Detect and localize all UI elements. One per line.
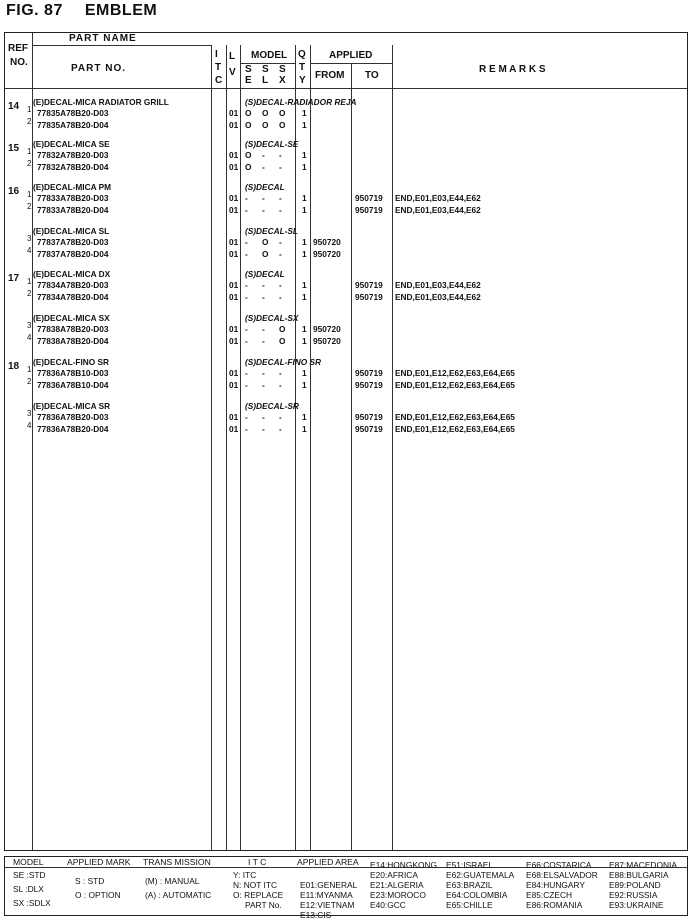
legend-mark-title: APPLIED MARK — [67, 857, 131, 867]
part-number: 77836A78B20-D04 — [37, 424, 109, 434]
part-number: 77833A78B20-D04 — [37, 205, 109, 215]
itc-header-i: I — [215, 49, 218, 60]
qty-value: 1 — [302, 424, 307, 434]
model-col-3b: X — [279, 75, 286, 86]
applied-to: 950719 — [355, 280, 383, 290]
lv-value: 01 — [229, 280, 239, 290]
area-code: E20:AFRICA — [370, 870, 418, 880]
lv-value: 01 — [229, 424, 239, 434]
ref-number: 15 — [8, 143, 20, 154]
applied-to: 950719 — [355, 205, 383, 215]
area-code: E87:MACEDONIA — [609, 860, 677, 870]
part-number: 77833A78B20-D03 — [37, 193, 109, 203]
legend-model-sx: SX :SDLX — [13, 898, 51, 908]
model-mark: - — [262, 336, 265, 346]
qty-header-y: Y — [299, 75, 306, 86]
model-mark: O — [245, 120, 252, 130]
qty-header-q: Q — [298, 49, 306, 60]
area-code: E14:HONGKONG — [370, 860, 438, 870]
sub-number: 2 — [27, 377, 32, 386]
applied-to: 950719 — [355, 292, 383, 302]
itc-header-t: T — [215, 62, 222, 73]
qty-value: 1 — [302, 380, 307, 390]
spanish-name: (S)DECAL — [245, 182, 285, 192]
parts-table — [4, 32, 688, 851]
ref-number: 14 — [8, 101, 20, 112]
sub-number: 1 — [27, 105, 32, 114]
area-code: E13:CIS — [300, 910, 332, 920]
qty-value: 1 — [302, 193, 307, 203]
sub-number: 2 — [27, 159, 32, 168]
remarks-value: END,E01,E03,E44,E62 — [395, 205, 481, 215]
model-col-1: S — [245, 64, 252, 75]
spanish-name: (S)DECAL-SL — [245, 226, 299, 236]
lv-value: 01 — [229, 324, 239, 334]
area-code: E23:MOROCO — [370, 890, 426, 900]
spanish-name: (S)DECAL-RADIADOR REJA — [245, 97, 357, 107]
area-code: E66:COSTARICA — [526, 860, 592, 870]
model-mark: O — [279, 336, 286, 346]
qty-value: 1 — [302, 412, 307, 422]
model-mark: - — [245, 237, 248, 247]
part-number: 77834A78B20-D03 — [37, 280, 109, 290]
applied-from: 950720 — [313, 249, 341, 259]
model-mark: - — [279, 380, 282, 390]
qty-value: 1 — [302, 292, 307, 302]
model-mark: - — [245, 424, 248, 434]
sub-number: 2 — [27, 289, 32, 298]
model-mark: - — [245, 412, 248, 422]
area-code: E86:ROMANIA — [526, 900, 583, 910]
part-number: 77837A78B20-D04 — [37, 249, 109, 259]
remarks-value: END,E01,E03,E44,E62 — [395, 292, 481, 302]
model-mark: - — [262, 424, 265, 434]
model-mark: - — [279, 249, 282, 259]
sub-number: 2 — [27, 202, 32, 211]
model-mark: - — [279, 150, 282, 160]
model-mark: - — [245, 205, 248, 215]
sub-number: 1 — [27, 277, 32, 286]
area-code: E85:CZECH — [526, 890, 573, 900]
area-code: E68:ELSALVADOR — [526, 870, 598, 880]
remarks-value: END,E01,E03,E44,E62 — [395, 280, 481, 290]
area-code: E63:BRAZIL — [446, 880, 493, 890]
model-mark: - — [279, 205, 282, 215]
remarks-header: R E M A R K S — [479, 64, 546, 75]
model-mark: - — [279, 280, 282, 290]
model-col-2: S — [262, 64, 269, 75]
part-no-header: PART NO. — [71, 63, 127, 74]
legend-model-title: MODEL — [13, 857, 44, 867]
area-code: E89:POLAND — [609, 880, 661, 890]
itc-header-c: C — [215, 75, 223, 86]
applied-to: 950719 — [355, 380, 383, 390]
model-mark: O — [279, 108, 286, 118]
model-mark: - — [279, 412, 282, 422]
model-mark: - — [262, 193, 265, 203]
area-code: E01:GENERAL — [300, 880, 358, 890]
ref-number: 17 — [8, 273, 20, 284]
model-mark: O — [245, 108, 252, 118]
legend-mark-option: O : OPTION — [75, 890, 121, 900]
area-code: E62:GUATEMALA — [446, 870, 515, 880]
lv-header-l: L — [229, 51, 236, 62]
lv-value: 01 — [229, 249, 239, 259]
to-header: TO — [365, 70, 379, 81]
model-mark: - — [279, 424, 282, 434]
model-mark: - — [262, 368, 265, 378]
lv-value: 01 — [229, 237, 239, 247]
model-mark: - — [245, 368, 248, 378]
area-code: E11:MYANMA — [300, 890, 353, 900]
area-code: E65:CHILLE — [446, 900, 493, 910]
part-number: 77835A78B20-D04 — [37, 120, 109, 130]
model-mark: - — [245, 249, 248, 259]
lv-value: 01 — [229, 162, 239, 172]
qty-value: 1 — [302, 324, 307, 334]
lv-value: 01 — [229, 380, 239, 390]
model-mark: - — [262, 412, 265, 422]
area-code: E21:ALGERIA — [370, 880, 424, 890]
legend-trans-auto: (A) : AUTOMATIC — [145, 890, 212, 900]
sub-number: 1 — [27, 190, 32, 199]
sub-number: 3 — [27, 409, 32, 418]
part-name: (E)DECAL-MICA SR — [33, 401, 111, 411]
legend — [4, 856, 688, 920]
spanish-name: (S)DECAL-SE — [245, 139, 299, 149]
part-number: 77832A78B20-D03 — [37, 150, 109, 160]
part-number: 77832A78B20-D04 — [37, 162, 109, 172]
model-mark: - — [262, 292, 265, 302]
model-mark: - — [262, 162, 265, 172]
sub-number: 4 — [27, 421, 32, 430]
lv-value: 01 — [229, 412, 239, 422]
area-code: E93:UKRAINE — [609, 900, 664, 910]
model-mark: - — [245, 193, 248, 203]
figure-name: EMBLEM — [84, 2, 158, 19]
part-number: 77837A78B20-D03 — [37, 237, 109, 247]
lv-value: 01 — [229, 120, 239, 130]
model-mark: - — [279, 237, 282, 247]
part-name: (E)DECAL-FINO SR — [33, 357, 110, 367]
area-code: E92:RUSSIA — [609, 890, 658, 900]
model-mark: O — [245, 150, 252, 160]
part-name: (E)DECAL-MICA RADIATOR GRILL — [33, 97, 169, 107]
qty-value: 1 — [302, 120, 307, 130]
ref-header: REF — [8, 43, 28, 54]
qty-value: 1 — [302, 205, 307, 215]
model-mark: - — [245, 280, 248, 290]
model-mark: - — [262, 380, 265, 390]
model-mark: - — [262, 324, 265, 334]
part-number: 77838A78B20-D03 — [37, 324, 109, 334]
spanish-name: (S)DECAL — [245, 269, 285, 279]
legend-model-se: SE :STD — [13, 870, 46, 880]
model-mark: O — [262, 237, 269, 247]
model-mark: - — [279, 292, 282, 302]
part-number: 77838A78B20-D04 — [37, 336, 109, 346]
part-number: 77836A78B10-D03 — [37, 368, 109, 378]
remarks-value: END,E01,E12,E62,E63,E64,E65 — [395, 424, 515, 434]
legend-model-sl: SL :DLX — [13, 884, 44, 894]
applied-from: 950720 — [313, 237, 341, 247]
part-name: (E)DECAL-MICA DX — [33, 269, 111, 279]
applied-to: 950719 — [355, 412, 383, 422]
area-code: E84:HUNGARY — [526, 880, 585, 890]
legend-areas — [5, 857, 687, 920]
part-number: 77834A78B20-D04 — [37, 292, 109, 302]
legend-mark-std: S : STD — [75, 876, 105, 886]
sub-number: 4 — [27, 333, 32, 342]
part-name: (E)DECAL-MICA SL — [33, 226, 110, 236]
model-mark: O — [279, 120, 286, 130]
lv-value: 01 — [229, 368, 239, 378]
lv-header-v: V — [229, 67, 236, 78]
applied-to: 950719 — [355, 368, 383, 378]
model-mark: - — [245, 380, 248, 390]
remarks-value: END,E01,E12,E62,E63,E64,E65 — [395, 368, 515, 378]
remarks-value: END,E01,E12,E62,E63,E64,E65 — [395, 380, 515, 390]
qty-header-t: T — [299, 62, 306, 73]
model-mark: O — [245, 162, 252, 172]
model-col-2b: L — [262, 75, 269, 86]
sub-number: 2 — [27, 117, 32, 126]
ref-number: 16 — [8, 186, 20, 197]
model-mark: - — [262, 150, 265, 160]
qty-value: 1 — [302, 368, 307, 378]
model-mark: - — [245, 292, 248, 302]
qty-value: 1 — [302, 150, 307, 160]
remarks-value: END,E01,E12,E62,E63,E64,E65 — [395, 412, 515, 422]
model-mark: - — [279, 193, 282, 203]
qty-value: 1 — [302, 336, 307, 346]
model-mark: O — [262, 249, 269, 259]
model-mark: - — [279, 368, 282, 378]
qty-value: 1 — [302, 162, 307, 172]
legend-trans-manual: (M) : MANUAL — [145, 876, 200, 886]
qty-value: 1 — [302, 237, 307, 247]
legend-itc-y: Y: ITC — [233, 870, 257, 880]
figure-label: FIG. 87 — [6, 2, 63, 19]
qty-value: 1 — [302, 280, 307, 290]
legend-itc-title: I T C — [248, 857, 267, 867]
model-col-1b: E — [245, 75, 252, 86]
applied-to: 950719 — [355, 193, 383, 203]
part-name: (E)DECAL-MICA PM — [33, 182, 112, 192]
model-mark: O — [279, 324, 286, 334]
legend-area-title: APPLIED AREA — [297, 857, 359, 867]
area-code: E12:VIETNAM — [300, 900, 355, 910]
applied-to: 950719 — [355, 424, 383, 434]
remarks-value: END,E01,E03,E44,E62 — [395, 193, 481, 203]
figure-title — [6, 2, 157, 20]
part-name-header: PART NAME — [69, 33, 137, 44]
part-number: 77836A78B10-D04 — [37, 380, 109, 390]
area-code: E88:BULGARIA — [609, 870, 669, 880]
model-header: MODEL — [251, 50, 288, 61]
area-code: E40:GCC — [370, 900, 406, 910]
qty-value: 1 — [302, 108, 307, 118]
part-name: (E)DECAL-MICA SE — [33, 139, 110, 149]
applied-from: 950720 — [313, 336, 341, 346]
legend-trans-title: TRANS MISSION — [143, 857, 211, 867]
model-mark: O — [262, 120, 269, 130]
qty-value: 1 — [302, 249, 307, 259]
sub-number: 3 — [27, 234, 32, 243]
legend-itc-o: O: REPLACE — [233, 890, 284, 900]
sub-number: 1 — [27, 365, 32, 374]
part-number: 77835A78B20-D03 — [37, 108, 109, 118]
legend-itc-n: N: NOT ITC — [233, 880, 278, 890]
model-col-3: S — [279, 64, 286, 75]
legend-itc-part: PART No. — [245, 900, 282, 910]
lv-value: 01 — [229, 108, 239, 118]
area-code: E51:ISRAEL — [446, 860, 494, 870]
ref-number: 18 — [8, 361, 20, 372]
sub-number: 3 — [27, 321, 32, 330]
lv-value: 01 — [229, 292, 239, 302]
applied-header: APPLIED — [329, 50, 373, 61]
model-mark: - — [245, 336, 248, 346]
spanish-name: (S)DECAL-SR — [245, 401, 299, 411]
model-mark: - — [245, 324, 248, 334]
no-header: NO. — [10, 57, 28, 68]
spanish-name: (S)DECAL-SX — [245, 313, 299, 323]
from-header: FROM — [315, 70, 345, 81]
table-body — [5, 33, 687, 850]
model-mark: - — [262, 280, 265, 290]
part-number: 77836A78B20-D03 — [37, 412, 109, 422]
applied-from: 950720 — [313, 324, 341, 334]
lv-value: 01 — [229, 205, 239, 215]
model-mark: - — [279, 162, 282, 172]
spanish-name: (S)DECAL-FINO SR — [245, 357, 322, 367]
sub-number: 4 — [27, 246, 32, 255]
sub-number: 1 — [27, 147, 32, 156]
area-code: E64:COLOMBIA — [446, 890, 508, 900]
lv-value: 01 — [229, 150, 239, 160]
part-name: (E)DECAL-MICA SX — [33, 313, 110, 323]
model-mark: - — [262, 205, 265, 215]
lv-value: 01 — [229, 193, 239, 203]
model-mark: O — [262, 108, 269, 118]
lv-value: 01 — [229, 336, 239, 346]
